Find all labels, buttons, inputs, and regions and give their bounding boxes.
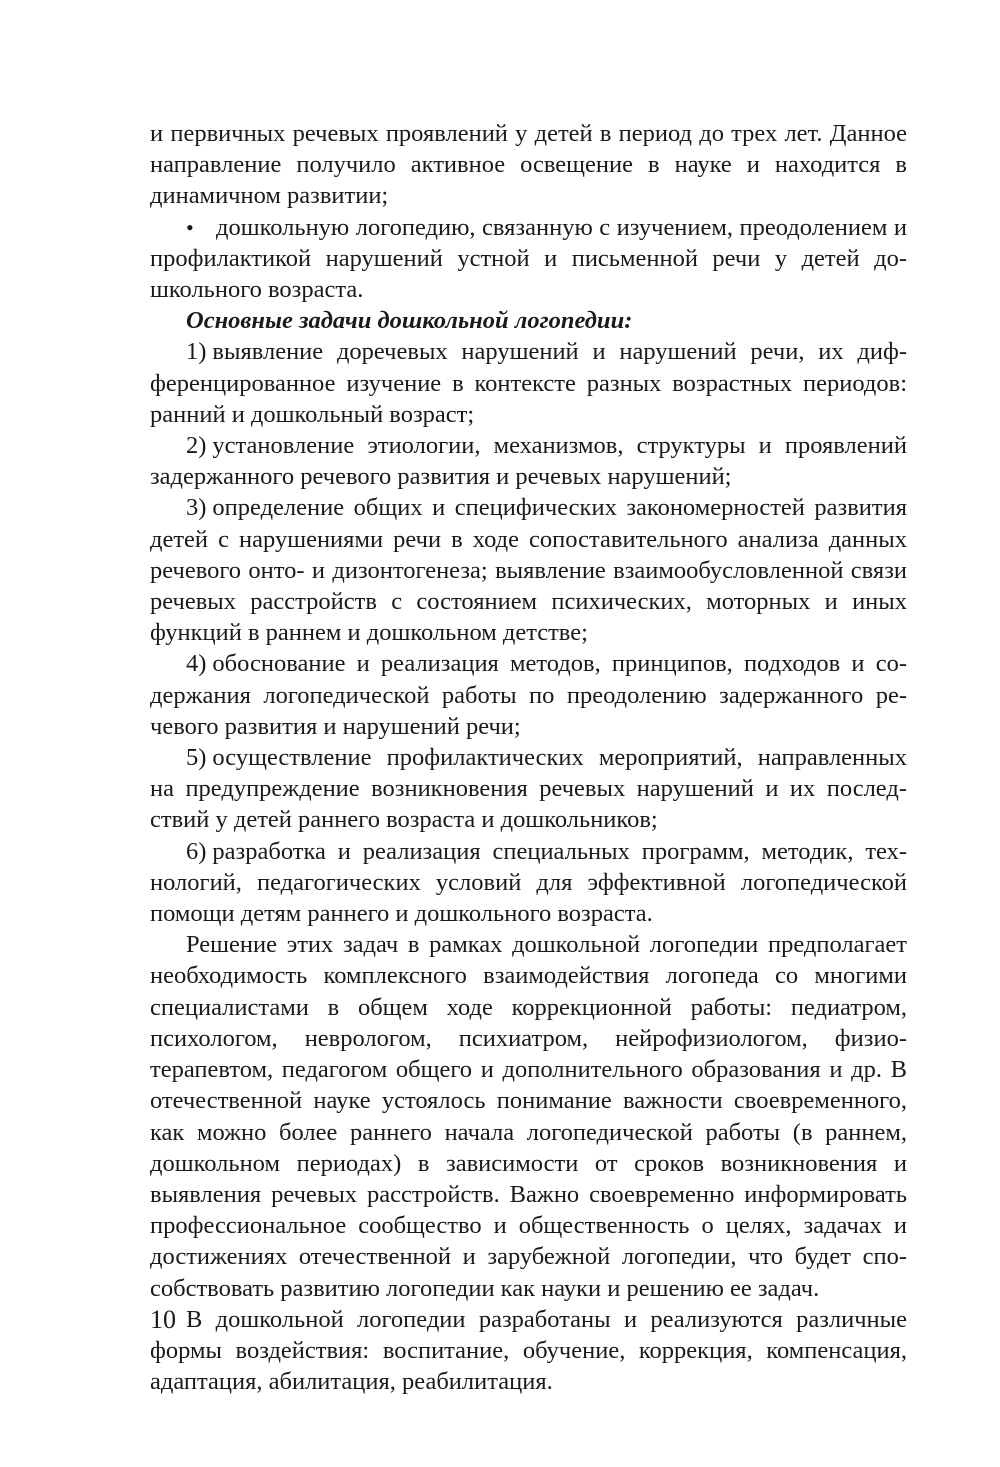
- task-marker: 3): [186, 494, 207, 522]
- task-marker: 2): [186, 432, 207, 460]
- task-text: установление этиологии, механизмов, структуры и проявлений задержанного речевого развития и речевых нарушений;: [150, 432, 907, 491]
- task-text: осуществление профилактических мероприятий, направленных на предупреждение возникновения речевых нарушений и их последствий у детей раннего возраста и дошкольников;: [150, 744, 907, 834]
- paragraph-solution: Решение этих задач в рамках дошкольной логопедии предполагает необходимость комплексного взаимодействия логопеда со многими специалистами в общем ходе коррекционной работы: педиатром, психологом, неврологом, психиатром, нейрофизиологом, физиотерапевтом, педагогом общего и дополнительного образования и др. В отечественной науке устоялось понимание важности своевременного, как можно более раннего начала логопедической работы (в раннем, дошкольном периодах) в зависимости от сроков возникновения и выявления речевых расстройств. Важно своевременно информировать профессиональное сообщество и общественность о целях, задачах и достижениях отечественной и зарубежной логопедии, что будет способствовать развитию логопедии как науки и решению ее задач.: [150, 931, 907, 1302]
- task-marker: 6): [186, 837, 207, 865]
- bullet-item: [150, 212, 907, 306]
- task-item: [150, 492, 907, 648]
- task-marker: 4): [186, 650, 207, 678]
- task-text: выявление доречевых нарушений и нарушений речи, их дифференцированное изучение в контексте разных возрастных периодов: ранний и дошкольный возраст;: [150, 338, 907, 428]
- task-item: [150, 742, 907, 836]
- intro-continuation: и первичных речевых проявлений у детей в период до трех лет. Данное направление получило активное освещение в науке и находится в динамичном развитии;: [150, 120, 907, 210]
- task-item: [150, 648, 907, 742]
- section-heading: Основные задачи дошкольной логопедии:: [186, 307, 633, 335]
- task-text: обоснование и реализация методов, принципов, подходов и содержания логопедической работы по преодолению задержанного речевого развития и нарушений речи;: [150, 650, 907, 740]
- task-text: определение общих и специфических закономерностей развития детей с нарушениями речи в ходе сопоставительного анализа данных речевого онто- и дизонтогенеза; выявление взаимообусловленной связи речевых расстройств с состоянием психических, моторных и иных функций в раннем и дошкольном детстве;: [150, 494, 907, 647]
- bullet-text: дошкольную логопедию, связанную с изучением, преодолением и профилактикой нарушений устной и письменной речи у детей дошкольного возраста.: [150, 213, 907, 304]
- task-item: [150, 336, 907, 430]
- task-item: [150, 430, 907, 492]
- task-marker: 5): [186, 744, 207, 772]
- task-text: разработка и реализация специальных программ, методик, технологий, педагогических условий для эффективной логопедической помощи детям раннего и дошкольного возраста.: [150, 837, 907, 928]
- page-number: 10: [150, 1305, 176, 1334]
- page-body: [150, 118, 907, 1397]
- task-item: [150, 836, 907, 930]
- bullet-icon: •: [186, 214, 194, 240]
- paragraph-forms: В дошкольной логопедии разработаны и реализуются различные формы воздействия: воспитание, обучение, коррекция, компенсация, адаптация, абилитация, реабилитация.: [150, 1305, 907, 1396]
- task-marker: 1): [186, 338, 207, 366]
